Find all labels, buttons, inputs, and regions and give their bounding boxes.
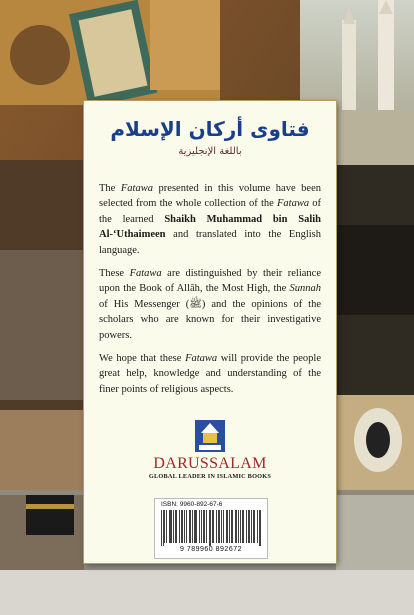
back-cover-panel bbox=[84, 101, 336, 563]
barcode-bar bbox=[169, 510, 170, 543]
barcode-bar bbox=[175, 510, 176, 543]
barcode-bar bbox=[209, 510, 210, 546]
barcode-bar bbox=[232, 510, 233, 543]
barcode-bar bbox=[260, 510, 261, 546]
barcode-bar bbox=[201, 510, 202, 543]
barcode-bar bbox=[242, 510, 243, 543]
barcode-bar bbox=[251, 510, 252, 543]
barcode-bar bbox=[204, 510, 205, 543]
barcode-bar bbox=[226, 510, 227, 543]
barcode-bar bbox=[173, 510, 174, 543]
barcode-bar bbox=[213, 510, 214, 543]
text-run: We hope that these bbox=[99, 353, 186, 365]
barcode-bar bbox=[161, 510, 162, 546]
barcode-bar bbox=[238, 510, 239, 543]
text-run: Sunnah bbox=[289, 283, 321, 295]
barcode-bar bbox=[199, 510, 200, 543]
text-run: The bbox=[99, 183, 121, 194]
barcode-bar bbox=[212, 510, 213, 543]
text-run: These bbox=[99, 268, 130, 280]
barcode-bar bbox=[176, 510, 177, 543]
barcode-bar bbox=[223, 510, 224, 543]
darussalam-logo-icon bbox=[194, 419, 226, 453]
barcode-bar bbox=[170, 510, 171, 543]
barcode-bar bbox=[253, 510, 254, 543]
barcode-bar bbox=[221, 510, 222, 543]
barcode-bar bbox=[235, 510, 236, 543]
text-run: will provide the people great help, knowledge and understanding of the finer points of religious aspects. bbox=[99, 353, 321, 395]
barcode-bar bbox=[206, 510, 207, 543]
barcode-bar bbox=[166, 510, 167, 543]
barcode-bar bbox=[257, 510, 258, 543]
barcode-bar bbox=[219, 510, 220, 543]
barcode-bar bbox=[194, 510, 195, 543]
text-run: Fatawa bbox=[185, 353, 218, 365]
barcode-bar bbox=[227, 510, 228, 543]
barcode-bar bbox=[229, 510, 230, 543]
barcode-bar bbox=[240, 510, 241, 543]
barcode-bar bbox=[236, 510, 237, 543]
barcode-bar bbox=[181, 510, 182, 543]
barcode-bar bbox=[192, 510, 193, 543]
barcode-bar bbox=[248, 510, 249, 543]
arabic-title: فتاوى أركان الإسلام bbox=[110, 117, 310, 141]
text-run: Fatawa bbox=[120, 183, 153, 194]
barcode-bar bbox=[179, 510, 180, 543]
barcode-bar bbox=[163, 510, 164, 546]
barcode bbox=[154, 498, 268, 559]
barcode-bar bbox=[249, 510, 250, 543]
barcode-bar bbox=[210, 510, 211, 546]
barcode-bar bbox=[216, 510, 217, 543]
barcode-bar bbox=[164, 510, 165, 543]
text-run: Fatawa bbox=[129, 268, 162, 280]
text-run: are distinguished by their reliance upon the Book of Allâh, the Most High, the bbox=[99, 268, 321, 295]
text-run: presented in this volume have been selected from the whole collection of the bbox=[99, 183, 321, 210]
barcode-bar bbox=[254, 510, 255, 543]
barcode-bar bbox=[203, 510, 204, 543]
barcode-bar bbox=[231, 510, 232, 543]
text-run: of the learned bbox=[99, 198, 322, 225]
isbn-label: ISBN: 9960-892-67-6 bbox=[161, 501, 223, 508]
barcode-bar bbox=[259, 510, 260, 546]
paragraph-1 bbox=[99, 181, 321, 258]
barcode-bar bbox=[182, 510, 183, 543]
barcode-bar bbox=[218, 510, 219, 543]
arabic-subtitle: باللغة الإنجليزية bbox=[178, 146, 242, 157]
barcode-number: 9 789960 892672 bbox=[180, 546, 242, 553]
barcode-bar bbox=[189, 510, 190, 543]
publisher-tagline: GLOBAL LEADER IN ISLAMIC BOOKS bbox=[148, 473, 272, 480]
barcode-bars bbox=[161, 510, 261, 546]
text-run: Fatawa bbox=[276, 198, 310, 210]
paragraph-3 bbox=[99, 351, 321, 397]
barcode-bar bbox=[190, 510, 191, 543]
barcode-bar bbox=[195, 510, 196, 543]
barcode-bar bbox=[171, 510, 172, 543]
description-text bbox=[99, 181, 321, 405]
barcode-bar bbox=[243, 510, 244, 543]
publisher-name: DARUSSALAM bbox=[153, 455, 267, 472]
barcode-bar bbox=[184, 510, 185, 543]
barcode-bar bbox=[246, 510, 247, 543]
barcode-bar bbox=[196, 510, 197, 543]
text-run: and translated into the English language. bbox=[99, 229, 321, 256]
paragraph-2 bbox=[99, 266, 321, 343]
text-run: Shaikh Muhammad bin Salih Al-‘Uthaimeen bbox=[99, 213, 321, 241]
barcode-bar bbox=[186, 510, 187, 543]
text-run: of His Messenger (ﷺ) and the opinions of the scholars who are known for their investigative powers. bbox=[99, 298, 321, 341]
